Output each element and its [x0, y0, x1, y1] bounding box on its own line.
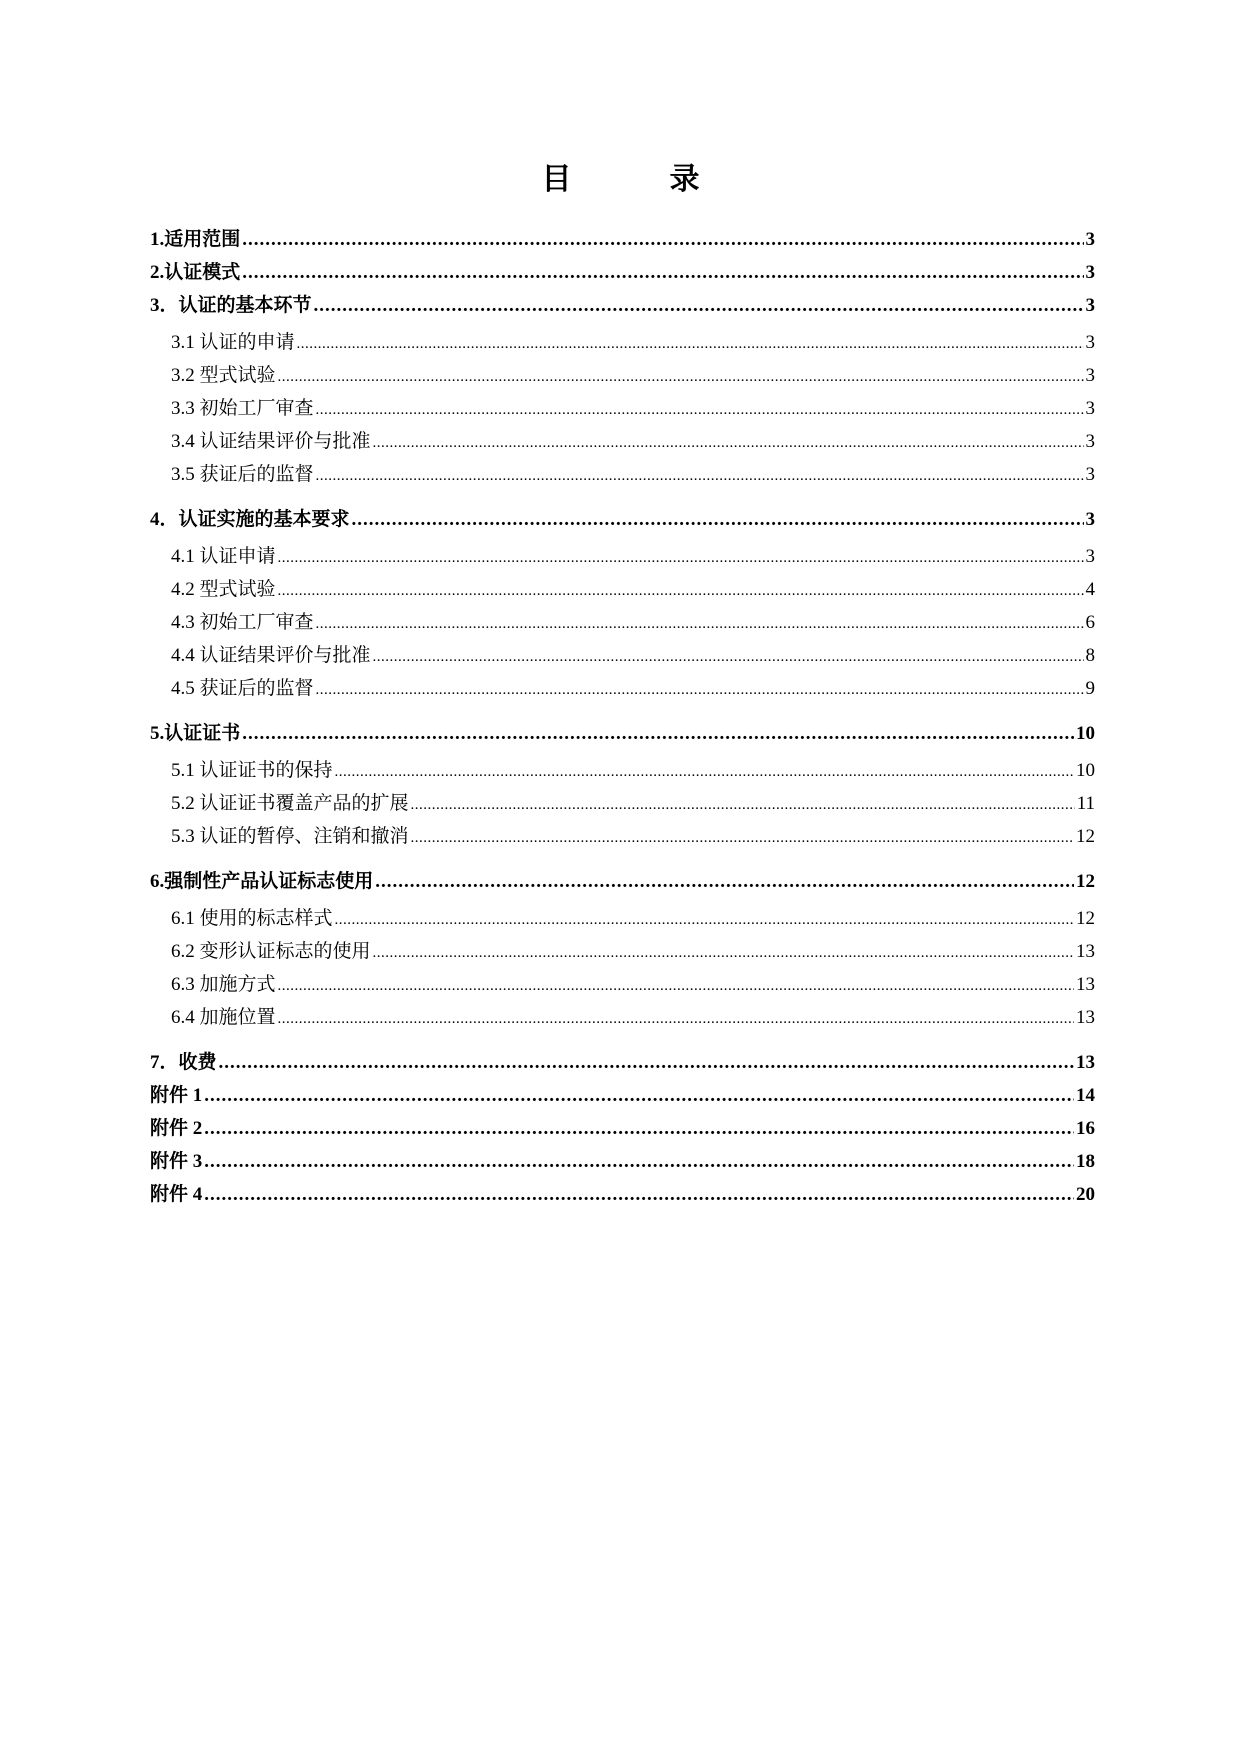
toc-entry-page-number: 3: [1085, 365, 1095, 386]
toc-dot-leader: [204, 1145, 1074, 1178]
toc-dot-leader: [297, 328, 1084, 361]
toc-entry-label: 5.3 认证的暂停、注销和撤消: [171, 826, 409, 847]
toc-entry-label: 6.1 使用的标志样式: [171, 908, 333, 929]
toc-entry-label: 2.认证模式: [150, 262, 241, 283]
toc-dot-leader: [373, 427, 1084, 460]
toc-entry-subsection[interactable]: [150, 639, 1095, 672]
toc-entry-subsection[interactable]: [150, 902, 1095, 935]
toc-dot-leader: [375, 865, 1074, 898]
toc-entry-subsection[interactable]: [150, 425, 1095, 458]
toc-entry-subsection[interactable]: [150, 540, 1095, 573]
toc-entry-label: 附件 1: [150, 1085, 203, 1106]
toc-entry-section[interactable]: [150, 1112, 1095, 1145]
toc-dot-leader: [352, 503, 1084, 536]
toc-dot-leader: [242, 717, 1074, 750]
toc-entry-subsection[interactable]: [150, 359, 1095, 392]
toc-dot-leader: [278, 542, 1084, 575]
toc-entry-section[interactable]: [150, 256, 1095, 289]
toc-entry-label: 1.适用范围: [150, 229, 241, 250]
toc-entry-section[interactable]: [150, 503, 1095, 536]
toc-entry-page-number: 10: [1076, 760, 1095, 781]
toc-entry-label: 附件 2: [150, 1118, 203, 1139]
toc-dot-leader: [316, 674, 1084, 707]
toc-entry-page-number: 12: [1076, 826, 1095, 847]
toc-entry-page-number: 6: [1085, 612, 1095, 633]
toc-entry-subsection[interactable]: [150, 820, 1095, 853]
toc-entry-label: 5.认证证书: [150, 723, 241, 744]
toc-entry-label: 3．认证的基本环节: [150, 295, 312, 316]
toc-entry-section[interactable]: [150, 1145, 1095, 1178]
toc-entry-subsection[interactable]: [150, 968, 1095, 1001]
toc-entry-label: 3.5 获证后的监督: [171, 464, 314, 485]
toc-dot-leader: [373, 937, 1074, 970]
toc-entry-subsection[interactable]: [150, 787, 1095, 820]
toc-entry-label: 3.1 认证的申请: [171, 332, 295, 353]
toc-dot-leader: [278, 970, 1074, 1003]
toc-entry-page-number: 3: [1085, 262, 1095, 283]
toc-list: [150, 223, 1095, 1211]
toc-entry-label: 4.3 初始工厂审查: [171, 612, 314, 633]
toc-entry-page-number: 8: [1085, 645, 1095, 666]
toc-entry-label: 3.2 型式试验: [171, 365, 276, 386]
toc-entry-subsection[interactable]: [150, 392, 1095, 425]
toc-entry-section[interactable]: [150, 717, 1095, 750]
toc-entry-page-number: 3: [1085, 509, 1095, 530]
toc-entry-label: 6.4 加施位置: [171, 1007, 276, 1028]
toc-entry-page-number: 13: [1076, 1052, 1095, 1073]
toc-entry-label: 7．收费: [150, 1052, 217, 1073]
toc-entry-page-number: 12: [1076, 908, 1095, 929]
toc-entry-subsection[interactable]: [150, 573, 1095, 606]
toc-dot-leader: [219, 1046, 1074, 1079]
toc-entry-label: 6.3 加施方式: [171, 974, 276, 995]
toc-dot-leader: [316, 608, 1084, 641]
toc-dot-leader: [278, 361, 1084, 394]
toc-entry-page-number: 3: [1085, 295, 1095, 316]
toc-entry-page-number: 4: [1085, 579, 1095, 600]
toc-entry-page-number: 18: [1076, 1151, 1095, 1172]
toc-entry-page-number: 13: [1076, 1007, 1095, 1028]
toc-entry-page-number: 3: [1085, 546, 1095, 567]
toc-entry-page-number: 13: [1076, 941, 1095, 962]
toc-entry-label: 3.3 初始工厂审查: [171, 398, 314, 419]
toc-entry-label: 5.1 认证证书的保持: [171, 760, 333, 781]
toc-entry-section[interactable]: [150, 1079, 1095, 1112]
toc-entry-label: 4.1 认证申请: [171, 546, 276, 567]
toc-entry-page-number: 20: [1076, 1184, 1095, 1205]
toc-entry-page-number: 11: [1076, 793, 1095, 814]
toc-entry-section[interactable]: [150, 289, 1095, 322]
toc-entry-label: 4．认证实施的基本要求: [150, 509, 350, 530]
toc-dot-leader: [204, 1079, 1074, 1112]
toc-entry-subsection[interactable]: [150, 935, 1095, 968]
toc-dot-leader: [278, 575, 1084, 608]
toc-entry-page-number: 9: [1085, 678, 1095, 699]
toc-entry-subsection[interactable]: [150, 458, 1095, 491]
toc-entry-page-number: 16: [1076, 1118, 1095, 1139]
toc-entry-page-number: 3: [1085, 431, 1095, 452]
toc-entry-page-number: 3: [1085, 398, 1095, 419]
toc-entry-subsection[interactable]: [150, 754, 1095, 787]
toc-entry-page-number: 14: [1076, 1085, 1095, 1106]
toc-dot-leader: [314, 289, 1084, 322]
toc-dot-leader: [278, 1003, 1074, 1036]
toc-entry-subsection[interactable]: [150, 606, 1095, 639]
toc-entry-section[interactable]: [150, 865, 1095, 898]
toc-entry-page-number: 3: [1085, 332, 1095, 353]
toc-title: 目 录: [541, 163, 734, 196]
toc-entry-page-number: 12: [1076, 871, 1095, 892]
toc-dot-leader: [335, 756, 1074, 789]
toc-entry-label: 4.4 认证结果评价与批准: [171, 645, 371, 666]
toc-entry-page-number: 3: [1085, 229, 1095, 250]
toc-entry-label: 附件 3: [150, 1151, 203, 1172]
toc-dot-leader: [411, 822, 1074, 855]
toc-entry-page-number: 3: [1085, 464, 1095, 485]
toc-dot-leader: [242, 256, 1083, 289]
toc-entry-section[interactable]: [150, 223, 1095, 256]
toc-entry-section[interactable]: [150, 1046, 1095, 1079]
toc-entry-page-number: 10: [1076, 723, 1095, 744]
toc-dot-leader: [242, 223, 1083, 256]
toc-entry-label: 5.2 认证证书覆盖产品的扩展: [171, 793, 409, 814]
toc-entry-subsection[interactable]: [150, 672, 1095, 705]
toc-dot-leader: [204, 1112, 1074, 1145]
toc-entry-label: 4.2 型式试验: [171, 579, 276, 600]
toc-entry-label: 6.强制性产品认证标志使用: [150, 871, 374, 892]
toc-entry-section[interactable]: [150, 1178, 1095, 1211]
toc-dot-leader: [316, 460, 1084, 493]
toc-dot-leader: [335, 904, 1074, 937]
toc-dot-leader: [204, 1178, 1074, 1211]
toc-entry-subsection[interactable]: [150, 1001, 1095, 1034]
toc-dot-leader: [373, 641, 1084, 674]
toc-entry-label: 6.2 变形认证标志的使用: [171, 941, 371, 962]
toc-entry-label: 3.4 认证结果评价与批准: [171, 431, 371, 452]
toc-dot-leader: [411, 789, 1075, 822]
toc-dot-leader: [316, 394, 1084, 427]
toc-entry-label: 附件 4: [150, 1184, 203, 1205]
toc-entry-subsection[interactable]: [150, 326, 1095, 359]
toc-entry-label: 4.5 获证后的监督: [171, 678, 314, 699]
toc-entry-page-number: 13: [1076, 974, 1095, 995]
